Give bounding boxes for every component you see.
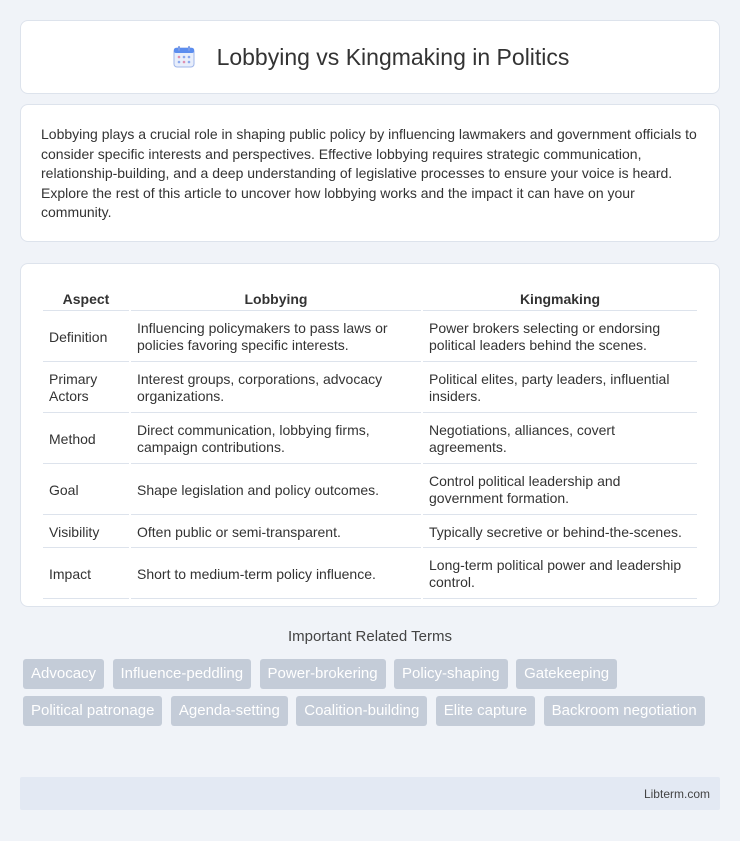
tag-influence-peddling[interactable]: Influence-peddling xyxy=(113,659,252,689)
cell-aspect: Definition xyxy=(43,313,129,362)
tag-elite-capture[interactable]: Elite capture xyxy=(436,696,535,726)
table-row xyxy=(43,313,697,362)
calendar-icon xyxy=(171,44,197,70)
intro-paragraph: Lobbying plays a crucial role in shaping public policy by influencing lawmakers and government officials to consider specific interests and perspectives. Effective lobbying requires strategic communication, relationship-building, and a deep understanding of legislative processes to ensure your voice is heard. Explore the rest of this article to uncover how lobbying works and the impact it can have on your community. xyxy=(41,126,697,221)
tag-gatekeeping[interactable]: Gatekeeping xyxy=(516,659,617,689)
table-header-row xyxy=(43,286,697,311)
cell-kingmaking: Typically secretive or behind-the-scenes. xyxy=(423,517,697,548)
table-row xyxy=(43,517,697,548)
header-card xyxy=(20,20,720,94)
tag-backroom-negotiation[interactable]: Backroom negotiation xyxy=(544,696,705,726)
cell-lobbying: Shape legislation and policy outcomes. xyxy=(131,466,421,515)
cell-kingmaking: Political elites, party leaders, influential insiders. xyxy=(423,364,697,413)
comparison-table xyxy=(41,284,699,601)
cell-aspect: Visibility xyxy=(43,517,129,548)
cell-aspect: Primary Actors xyxy=(43,364,129,413)
header-aspect: Aspect xyxy=(43,286,129,311)
cell-kingmaking: Long-term political power and leadership control. xyxy=(423,550,697,599)
cell-aspect: Impact xyxy=(43,550,129,599)
table-row xyxy=(43,466,697,515)
title-wrap xyxy=(171,44,570,71)
cell-aspect: Method xyxy=(43,415,129,464)
page-title: Lobbying vs Kingmaking in Politics xyxy=(216,43,570,70)
related-terms-tags xyxy=(23,659,723,733)
footer xyxy=(20,777,720,810)
cell-lobbying: Interest groups, corporations, advocacy organizations. xyxy=(131,364,421,413)
cell-kingmaking: Negotiations, alliances, covert agreements. xyxy=(423,415,697,464)
tag-political-patronage[interactable]: Political patronage xyxy=(23,696,162,726)
tag-agenda-setting[interactable]: Agenda-setting xyxy=(171,696,288,726)
footer-site-link[interactable]: Libterm.com xyxy=(643,786,710,801)
table-row xyxy=(43,550,697,599)
cell-aspect: Goal xyxy=(43,466,129,515)
header-kingmaking: Kingmaking xyxy=(423,286,697,311)
related-terms-title: Important Related Terms xyxy=(288,628,452,645)
table-row xyxy=(43,415,697,464)
intro-card xyxy=(20,104,720,242)
cell-lobbying: Direct communication, lobbying firms, campaign contributions. xyxy=(131,415,421,464)
tag-policy-shaping[interactable]: Policy-shaping xyxy=(394,659,508,689)
cell-lobbying: Short to medium-term policy influence. xyxy=(131,550,421,599)
tag-coalition-building[interactable]: Coalition-building xyxy=(296,696,427,726)
table-row xyxy=(43,364,697,413)
comparison-table-card xyxy=(20,263,720,607)
tag-advocacy[interactable]: Advocacy xyxy=(23,659,104,689)
cell-lobbying: Often public or semi-transparent. xyxy=(131,517,421,548)
header-lobbying: Lobbying xyxy=(131,286,421,311)
cell-lobbying: Influencing policymakers to pass laws or policies favoring specific interests. xyxy=(131,313,421,362)
cell-kingmaking: Control political leadership and government formation. xyxy=(423,466,697,515)
cell-kingmaking: Power brokers selecting or endorsing political leaders behind the scenes. xyxy=(423,313,697,362)
tag-power-brokering[interactable]: Power-brokering xyxy=(260,659,386,689)
